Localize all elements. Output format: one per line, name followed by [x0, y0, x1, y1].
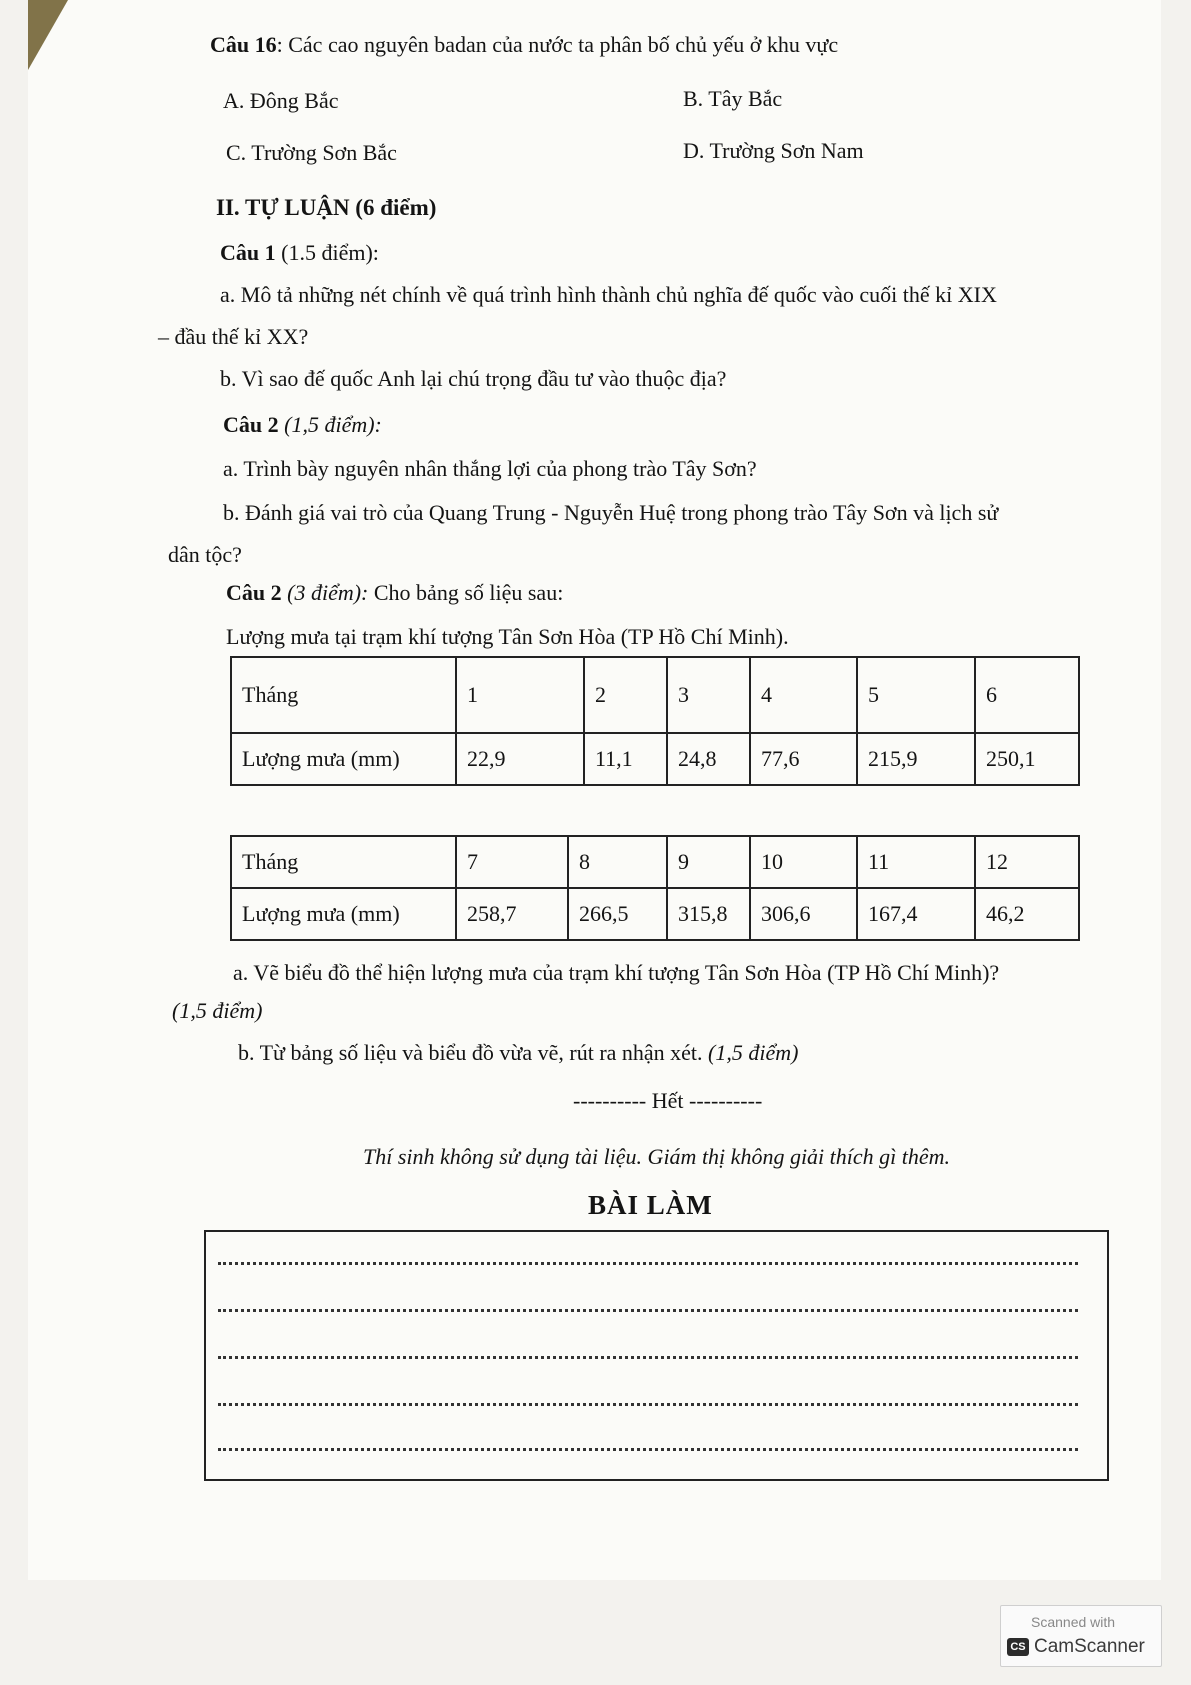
month-cell: 1	[456, 657, 584, 733]
cau2-header	[223, 412, 382, 438]
q16-option-c: C. Trường Sơn Bắc	[226, 140, 397, 165]
cau2-b-line2: dân tộc?	[168, 542, 242, 567]
answer-dotted-line	[218, 1262, 1078, 1265]
cau1-label: Câu 1	[220, 240, 276, 265]
cau1-points: (1.5 điểm):	[275, 240, 379, 265]
end-marker: ---------- Hết ----------	[573, 1088, 763, 1113]
table-row-month	[231, 836, 1079, 888]
table-row-month	[231, 657, 1079, 733]
month-cell: 4	[750, 657, 857, 733]
rain-cell: 46,2	[975, 888, 1079, 940]
answer-box	[204, 1230, 1109, 1481]
rain-cell: 22,9	[456, 733, 584, 785]
answer-dotted-line	[218, 1403, 1078, 1406]
month-cell: 8	[568, 836, 667, 888]
cau3-b	[238, 1040, 798, 1066]
rain-cell: 258,7	[456, 888, 568, 940]
scanned-with-text: Scanned with	[1031, 1614, 1116, 1630]
rain-cell: 306,6	[750, 888, 857, 940]
cau2-points: (1,5 điểm):	[278, 412, 382, 437]
rain-cell: 167,4	[857, 888, 975, 940]
camscanner-watermark	[1000, 1605, 1162, 1667]
rain-cell: 11,1	[584, 733, 667, 785]
cau2-label: Câu 2	[223, 412, 279, 437]
q16-option-b: B. Tây Bắc	[683, 86, 783, 111]
cau3-header	[226, 580, 563, 606]
cau3-points: (3 điểm):	[281, 580, 369, 605]
month-cell: 6	[975, 657, 1079, 733]
month-cell: 10	[750, 836, 857, 888]
month-cell: 5	[857, 657, 975, 733]
camscanner-logo-icon: CS	[1007, 1638, 1029, 1656]
cau3-intro: Cho bảng số liệu sau:	[368, 580, 564, 605]
row-label-rain: Lượng mưa (mm)	[231, 733, 456, 785]
camscanner-brand: CamScanner	[1034, 1636, 1145, 1657]
cau3-label: Câu 2	[226, 580, 282, 605]
answer-title: BÀI LÀM	[588, 1190, 713, 1220]
rain-cell: 250,1	[975, 733, 1079, 785]
cau1-a-line1: a. Mô tả những nét chính về quá trình hình thành chủ nghĩa đế quốc vào cuối thế kỉ XIX	[220, 282, 997, 307]
month-cell: 9	[667, 836, 750, 888]
cau3-b-points: (1,5 điểm)	[708, 1040, 799, 1065]
q16-option-d: D. Trường Sơn Nam	[683, 138, 864, 163]
answer-dotted-line	[218, 1309, 1078, 1312]
row-label-rain: Lượng mưa (mm)	[231, 888, 456, 940]
rain-cell: 266,5	[568, 888, 667, 940]
answer-dotted-line	[218, 1356, 1078, 1359]
table-row-rain	[231, 888, 1079, 940]
month-cell: 3	[667, 657, 750, 733]
cau1-b: b. Vì sao đế quốc Anh lại chú trọng đầu tư vào thuộc địa?	[220, 366, 727, 391]
month-cell: 11	[857, 836, 975, 888]
q16-option-a: A. Đông Bắc	[223, 88, 339, 113]
cau1-a-line2: – đầu thế kỉ XX?	[158, 324, 309, 349]
cau3-a-line1: a. Vẽ biểu đồ thể hiện lượng mưa của trạm khí tượng Tân Sơn Hòa (TP Hồ Chí Minh)?	[233, 960, 1000, 985]
cau3-a-line2: (1,5 điểm)	[172, 998, 263, 1023]
row-label-month: Tháng	[231, 657, 456, 733]
row-label-month: Tháng	[231, 836, 456, 888]
rain-cell: 24,8	[667, 733, 750, 785]
exam-note: Thí sinh không sử dụng tài liệu. Giám thị không giải thích gì thêm.	[363, 1144, 951, 1169]
cau3-b-text: b. Từ bảng số liệu và biểu đồ vừa vẽ, rút ra nhận xét.	[238, 1040, 703, 1065]
q16-question	[210, 32, 838, 58]
rain-cell: 77,6	[750, 733, 857, 785]
exam-page	[28, 0, 1161, 1580]
cau1-header	[220, 240, 379, 266]
answer-dotted-line	[218, 1448, 1078, 1451]
q16-label: Câu 16	[210, 32, 277, 57]
month-cell: 2	[584, 657, 667, 733]
page-edge-shadow	[28, 0, 68, 70]
rain-cell: 315,8	[667, 888, 750, 940]
q16-text: : Các cao nguyên badan của nước ta phân bố chủ yếu ở khu vực	[276, 32, 839, 57]
rainfall-table-months-7-12	[230, 835, 1080, 941]
table-row-rain	[231, 733, 1079, 785]
rainfall-table-months-1-6	[230, 656, 1080, 786]
rain-cell: 215,9	[857, 733, 975, 785]
section-heading: II. TỰ LUẬN (6 điểm)	[216, 195, 437, 220]
table-title: Lượng mưa tại trạm khí tượng Tân Sơn Hòa (TP Hồ Chí Minh).	[226, 624, 789, 649]
month-cell: 12	[975, 836, 1079, 888]
cau2-b-line1: b. Đánh giá vai trò của Quang Trung - Nguyễn Huệ trong phong trào Tây Sơn và lịch sử	[223, 500, 999, 525]
month-cell: 7	[456, 836, 568, 888]
cau2-a: a. Trình bày nguyên nhân thắng lợi của phong trào Tây Sơn?	[223, 456, 757, 481]
